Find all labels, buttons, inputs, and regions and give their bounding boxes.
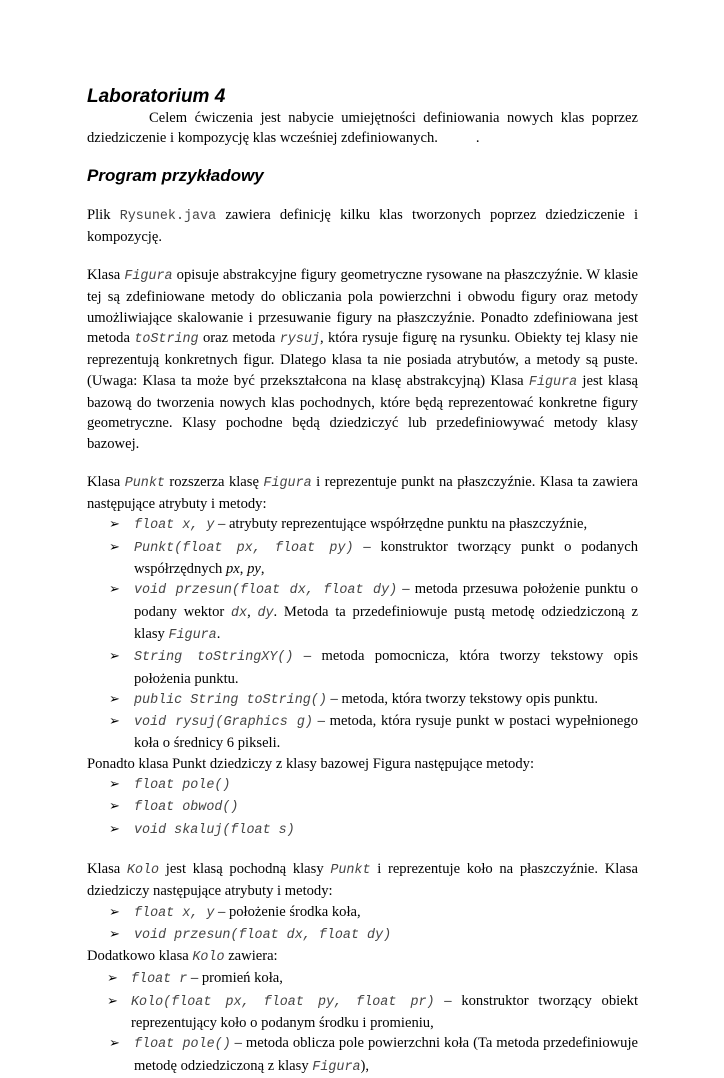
- arrow-bullet-icon: ➢: [109, 538, 120, 554]
- punkt-member-list: [87, 514, 638, 753]
- section-title: Program przykładowy: [87, 165, 264, 185]
- file-paragraph: Plik Rysunek.java zawiera definicję kilku klas tworzonych poprzez dziedziczenie i kompozycję.: [87, 206, 638, 245]
- punkt-paragraph: Klasa Punkt rozszerza klasę Figura i reprezentuje punkt na płaszczyźnie. Klasa ta zawiera następujące atrybuty i metody:: [87, 473, 638, 513]
- kolo-paragraph: Klasa Kolo jest klasą pochodną klasy Punkt i reprezentuje koło na płaszczyźnie. Klasa dziedziczy następujące atrybuty i metody:: [87, 860, 638, 900]
- list-item: ➢ float r – promień koła,: [107, 970, 283, 988]
- arrow-bullet-icon: ➢: [109, 903, 120, 919]
- arrow-bullet-icon: ➢: [109, 648, 120, 664]
- arrow-bullet-icon: ➢: [109, 1035, 120, 1051]
- list-item: ➢ void skaluj(float s): [109, 820, 295, 838]
- figura-paragraph: Klasa Figura opisuje abstrakcyjne figury geometryczne rysowane na płaszczyźnie. W klasie tej są zdefiniowane metody do obliczania pola powierzchni i obwodu figury oraz metody umożliwiające skalowanie i przesuwanie figury na płaszczyźnie. Ponadto zdefiniowana jest metoda toString oraz metoda rysuj, która rysuje figurę na rysunku. Obiekty tej klasy nie reprezentują konkretnych figur. Dlatego klasa ta nie posiada atrybutów, a metody są puste. (Uwaga: Klasa ta może być przekształcona na klasę abstrakcyjną) Klasa Figura jest klasą bazową do tworzenia nowych klas pochodnych, które będą reprezentować konkretne figury geometryczne. Klasy pochodne będą dziedziczyć lub przedefiniowywać metody klasy bazowej.: [87, 267, 638, 452]
- kolo-member-list: [87, 968, 638, 1077]
- list-item: ➢ Kolo(float px, float py, float pr) – konstruktor tworzący obiekt reprezentujący koło o podanym środku i promieniu,: [107, 992, 638, 1031]
- document-page: [87, 86, 638, 1078]
- list-item: ➢ Punkt(float px, float py) – konstruktor tworzący punkt o podanych współrzędnych px, py,: [109, 538, 638, 578]
- list-item: ➢ float x, y – położenie środka koła,: [109, 903, 361, 921]
- list-item: ➢ float pole(): [109, 776, 231, 794]
- arrow-bullet-icon: ➢: [109, 690, 120, 706]
- kolo-inherited-list: [87, 902, 638, 947]
- list-item: ➢ float pole() – metoda oblicza pole powierzchni koła (Ta metoda przedefiniowuje metodę odziedziczoną z klasy Figura),: [109, 1035, 638, 1075]
- punkt-inherit-paragraph: Ponadto klasa Punkt dziedziczy z klasy bazowej Figura następujące metody:: [87, 755, 535, 772]
- arrow-bullet-icon: ➢: [109, 925, 120, 941]
- intro-paragraph: Celem ćwiczenia jest nabycie umiejętności definiowania nowych klas poprzez dziedziczenie i kompozycję klas wcześniej zdefiniowanych. .: [87, 110, 638, 147]
- list-item: ➢ float x, y – atrybuty reprezentujące współrzędne punktu na płaszczyźnie,: [109, 516, 588, 534]
- list-item: ➢ float obwod(): [109, 798, 239, 816]
- list-item: ➢ void przesun(float dx, float dy) – metoda przesuwa położenie punktu o podany wektor dx, dy. Metoda ta przedefiniowuje pustą metodę odziedziczoną z klasy Figura.: [109, 581, 638, 643]
- arrow-bullet-icon: ➢: [109, 581, 120, 597]
- arrow-bullet-icon: ➢: [109, 516, 120, 532]
- arrow-bullet-icon: ➢: [109, 776, 120, 792]
- arrow-bullet-icon: ➢: [107, 970, 118, 986]
- arrow-bullet-icon: ➢: [109, 798, 120, 814]
- arrow-bullet-icon: ➢: [107, 992, 118, 1008]
- page-title: Laboratorium 4: [87, 86, 226, 107]
- kolo-extra-paragraph: Dodatkowo klasa Kolo zawiera:: [87, 948, 278, 966]
- list-item: ➢ String toStringXY() – metoda pomocnicza, która tworzy tekstowy opis położenia punktu.: [109, 648, 638, 687]
- file-name: Rysunek.java: [119, 208, 217, 224]
- arrow-bullet-icon: ➢: [109, 820, 120, 836]
- list-item: ➢ void rysuj(Graphics g) – metoda, która rysuje punkt w postaci wypełnionego koła o średnicy 6 pikseli.: [109, 713, 638, 752]
- list-item: ➢ public String toString() – metoda, która tworzy tekstowy opis punktu.: [109, 690, 599, 708]
- list-item: ➢ void przesun(float dx, float dy): [109, 925, 392, 943]
- punkt-inherited-list: [87, 774, 638, 841]
- arrow-bullet-icon: ➢: [109, 713, 120, 729]
